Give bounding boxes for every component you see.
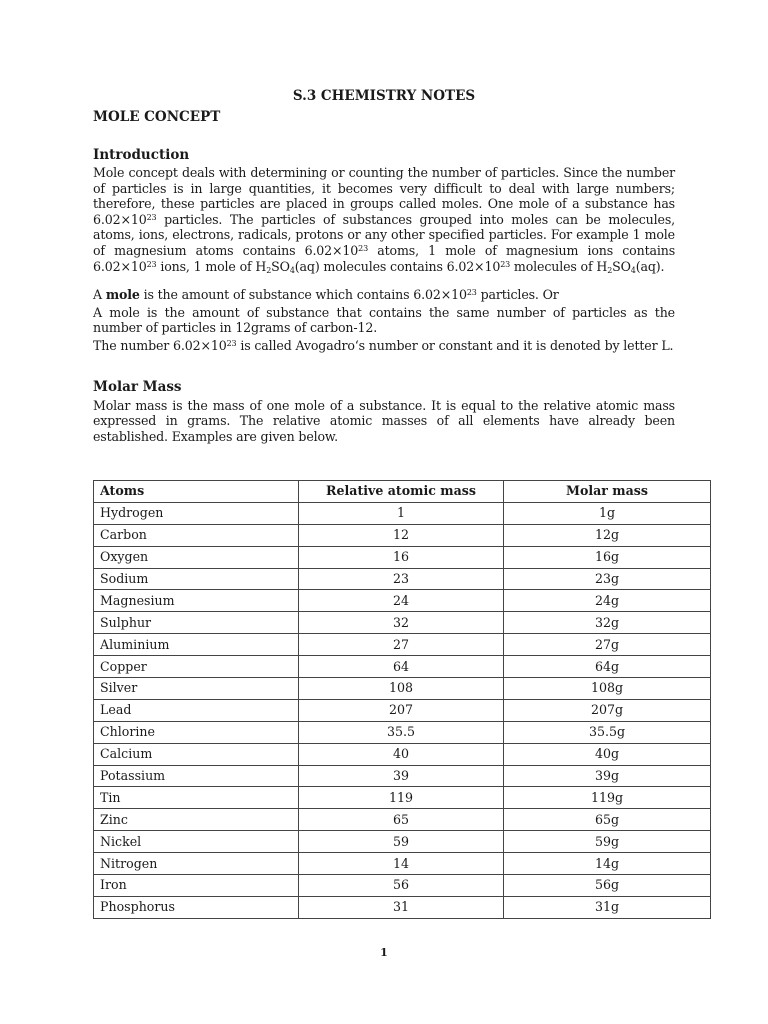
molar-mass-cell: 64g — [504, 656, 711, 678]
relative-atomic-mass-cell: 24 — [299, 590, 504, 612]
column-header-relative-atomic-mass: Relative atomic mass — [299, 481, 504, 503]
relative-atomic-mass-cell: 207 — [299, 699, 504, 721]
document-page — [93, 86, 676, 915]
atom-name-cell: Magnesium — [94, 590, 299, 612]
molar-mass-cell: 23g — [504, 568, 711, 590]
atom-name-cell: Calcium — [94, 743, 299, 765]
table-row — [94, 809, 711, 831]
relative-atomic-mass-cell: 27 — [299, 634, 504, 656]
document-title: S.3 CHEMISTRY NOTES — [292, 88, 476, 104]
table-row — [94, 678, 711, 700]
molar-mass-table — [93, 480, 711, 919]
column-header-atoms: Atoms — [94, 481, 299, 503]
table-row — [94, 546, 711, 568]
introduction-paragraph: Mole concept deals with determining or counting the number of particles. Since the number of particles is in large quantities, it becomes very difficult to deal with large numbers; therefore, these particles are placed in groups called moles. One mole of a substance has $6.02\times 10^{23}$ particles. The particles of substances grouped into moles can be molecules, atoms, ions, electrons, radicals, protons or any other specified particles. For example 1 mole of magnesium atoms contains $6.02\times 10^{23}$ atoms, 1 mole of magnesium ions contains $6.02\times 10^{23}$ ions, 1 mole of $H_2SO_4(aq)$ molecules contains $6.02\times 10^{23}$ molecules of $H_2SO_4(aq)$. — [93, 165, 676, 275]
atom-name-cell: Phosphorus — [94, 896, 299, 918]
relative-atomic-mass-cell: 64 — [299, 656, 504, 678]
atom-name-cell: Potassium — [94, 765, 299, 787]
atom-name-cell: Carbon — [94, 524, 299, 546]
relative-atomic-mass-cell: 12 — [299, 524, 504, 546]
molar-mass-cell: 31g — [504, 896, 711, 918]
relative-atomic-mass-cell: 16 — [299, 546, 504, 568]
molar-mass-cell: 16g — [504, 546, 711, 568]
table-row — [94, 743, 711, 765]
table-row — [94, 765, 711, 787]
molar-mass-paragraph: Molar mass is the mass of one mole of a substance. It is equal to the relative atomic mass expressed in grams. The relative atomic masses of all elements have already been established. Examples are given below. — [93, 397, 675, 444]
relative-atomic-mass-cell: 23 — [299, 568, 504, 590]
table-row — [94, 590, 711, 612]
atom-name-cell: Nitrogen — [94, 853, 299, 875]
relative-atomic-mass-cell: 108 — [299, 678, 504, 700]
molar-mass-cell: 32g — [504, 612, 711, 634]
relative-atomic-mass-cell: 39 — [299, 765, 504, 787]
table-row — [94, 875, 711, 897]
relative-atomic-mass-cell: 119 — [299, 787, 504, 809]
atom-name-cell: Aluminium — [94, 634, 299, 656]
introduction-heading: Introduction — [93, 147, 190, 163]
relative-atomic-mass-cell: 56 — [299, 875, 504, 897]
table-row — [94, 656, 711, 678]
atom-name-cell: Iron — [94, 875, 299, 897]
relative-atomic-mass-cell: 59 — [299, 831, 504, 853]
table-row — [94, 896, 711, 918]
atom-name-cell: Hydrogen — [94, 502, 299, 524]
molar-mass-cell: 1g — [504, 502, 711, 524]
table-row — [94, 502, 711, 524]
molar-mass-cell: 56g — [504, 875, 711, 897]
table-row — [94, 721, 711, 743]
atom-name-cell: Oxygen — [94, 546, 299, 568]
relative-atomic-mass-cell: 40 — [299, 743, 504, 765]
table-row — [94, 787, 711, 809]
atom-name-cell: Nickel — [94, 831, 299, 853]
atom-name-cell: Chlorine — [94, 721, 299, 743]
atom-name-cell: Zinc — [94, 809, 299, 831]
molar-mass-cell: 40g — [504, 743, 711, 765]
molar-mass-cell: 59g — [504, 831, 711, 853]
mole-definition-1: A mole is the amount of substance which contains $6.02\times 10^{23}$ particles. Or — [93, 287, 559, 303]
atom-name-cell: Lead — [94, 699, 299, 721]
relative-atomic-mass-cell: 31 — [299, 896, 504, 918]
molar-mass-cell: 27g — [504, 634, 711, 656]
table-row — [94, 831, 711, 853]
molar-mass-cell: 24g — [504, 590, 711, 612]
atom-name-cell: Silver — [94, 678, 299, 700]
molar-mass-cell: 119g — [504, 787, 711, 809]
table-row — [94, 524, 711, 546]
table-row — [94, 612, 711, 634]
topic-heading: MOLE CONCEPT — [93, 109, 221, 125]
page-number: 1 — [380, 946, 388, 959]
molar-mass-cell: 35.5g — [504, 721, 711, 743]
atom-name-cell: Tin — [94, 787, 299, 809]
table-header-row — [94, 481, 711, 503]
molar-mass-cell: 39g — [504, 765, 711, 787]
molar-mass-cell: 207g — [504, 699, 711, 721]
table-row — [94, 853, 711, 875]
mole-definition-2: A mole is the amount of substance that contains the same number of particles as the number of particles in 12grams of carbon-12. — [93, 304, 675, 336]
relative-atomic-mass-cell: 14 — [299, 853, 504, 875]
molar-mass-cell: 12g — [504, 524, 711, 546]
atom-name-cell: Sodium — [94, 568, 299, 590]
relative-atomic-mass-cell: 32 — [299, 612, 504, 634]
table-row — [94, 568, 711, 590]
atom-name-cell: Copper — [94, 656, 299, 678]
relative-atomic-mass-cell: 35.5 — [299, 721, 504, 743]
molar-mass-cell: 108g — [504, 678, 711, 700]
molar-mass-cell: 65g — [504, 809, 711, 831]
column-header-molar-mass: Molar mass — [504, 481, 711, 503]
table-row — [94, 634, 711, 656]
molar-mass-heading: Molar Mass — [93, 378, 182, 395]
table-row — [94, 699, 711, 721]
relative-atomic-mass-cell: 65 — [299, 809, 504, 831]
relative-atomic-mass-cell: 1 — [299, 502, 504, 524]
atom-name-cell: Sulphur — [94, 612, 299, 634]
molar-mass-cell: 14g — [504, 853, 711, 875]
mole-term: mole — [105, 287, 140, 303]
avogadro-definition: The number $6.02\times 10^{23}$ is called Avogadro‘s number or constant and it is denoted by letter L. — [93, 337, 674, 353]
